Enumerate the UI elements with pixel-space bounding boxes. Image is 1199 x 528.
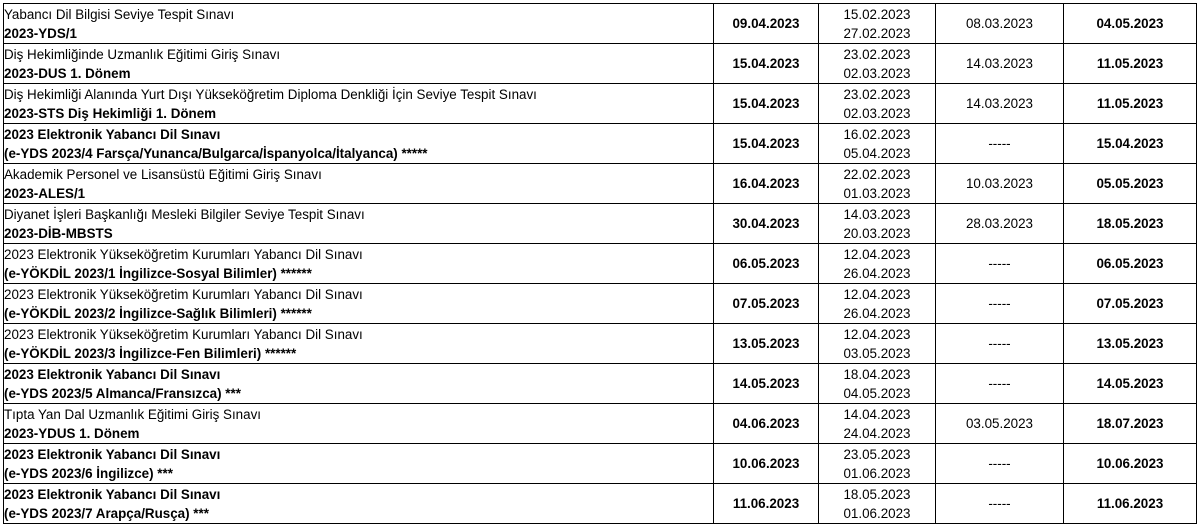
result-date: 05.05.2023	[1064, 164, 1197, 204]
result-date: 11.05.2023	[1064, 44, 1197, 84]
exam-title: Diş Hekimliğinde Uzmanlık Eğitimi Giriş Sınavı	[4, 46, 281, 62]
application-period-cell	[819, 44, 936, 84]
exam-name-cell	[4, 444, 714, 484]
table-row	[4, 84, 1197, 124]
table-row	[4, 4, 1197, 44]
exam-name-cell	[4, 404, 714, 444]
exam-title: Diş Hekimliği Alanında Yurt Dışı Yükseköğretim Diploma Denkliği İçin Seviye Tespit Sınavı	[4, 86, 537, 102]
late-application-date: -----	[936, 364, 1064, 404]
application-period-cell	[819, 444, 936, 484]
application-period-cell	[819, 84, 936, 124]
exam-name-cell	[4, 164, 714, 204]
exam-date: 10.06.2023	[714, 444, 819, 484]
result-date: 14.05.2023	[1064, 364, 1197, 404]
exam-title: 2023 Elektronik Yükseköğretim Kurumları Yabancı Dil Sınavı	[4, 246, 363, 262]
application-end-date: 02.03.2023	[843, 65, 911, 81]
application-end-date: 24.04.2023	[843, 425, 911, 441]
table-row	[4, 124, 1197, 164]
exam-name-cell	[4, 124, 714, 164]
application-end-date: 05.04.2023	[843, 145, 911, 161]
application-start-date: 16.02.2023	[843, 126, 911, 142]
exam-title: Yabancı Dil Bilgisi Seviye Tespit Sınavı	[4, 6, 235, 22]
result-date: 13.05.2023	[1064, 324, 1197, 364]
result-date: 10.06.2023	[1064, 444, 1197, 484]
application-end-date: 02.03.2023	[843, 105, 911, 121]
exam-date: 07.05.2023	[714, 284, 819, 324]
application-period-cell	[819, 364, 936, 404]
exam-code: (e-YÖKDİL 2023/3 İngilizce-Fen Bilimleri) ******	[4, 345, 297, 361]
exam-code: (e-YÖKDİL 2023/2 İngilizce-Sağlık Bilimleri) ******	[4, 305, 312, 321]
exam-title: 2023 Elektronik Yükseköğretim Kurumları Yabancı Dil Sınavı	[4, 326, 363, 342]
application-start-date: 18.05.2023	[843, 486, 911, 502]
exam-title: 2023 Elektronik Yabancı Dil Sınavı	[4, 366, 221, 382]
late-application-date: -----	[936, 444, 1064, 484]
exam-date: 16.04.2023	[714, 164, 819, 204]
exam-code: 2023-STS Diş Hekimliği 1. Dönem	[4, 105, 217, 121]
exam-title: 2023 Elektronik Yükseköğretim Kurumları Yabancı Dil Sınavı	[4, 286, 363, 302]
application-period-cell	[819, 484, 936, 524]
exam-name-cell	[4, 44, 714, 84]
application-end-date: 04.05.2023	[843, 385, 911, 401]
late-application-date: 08.03.2023	[936, 4, 1064, 44]
application-start-date: 14.04.2023	[843, 406, 911, 422]
exam-date: 11.06.2023	[714, 484, 819, 524]
late-application-date: -----	[936, 324, 1064, 364]
exam-date: 04.06.2023	[714, 404, 819, 444]
result-date: 06.05.2023	[1064, 244, 1197, 284]
exam-title: 2023 Elektronik Yabancı Dil Sınavı	[4, 446, 221, 462]
result-date: 15.04.2023	[1064, 124, 1197, 164]
application-period-cell	[819, 124, 936, 164]
table-row	[4, 444, 1197, 484]
exam-code: 2023-DUS 1. Dönem	[4, 65, 131, 81]
exam-code: 2023-ALES/1	[4, 185, 86, 201]
application-end-date: 27.02.2023	[843, 25, 911, 41]
application-start-date: 14.03.2023	[843, 206, 911, 222]
late-application-date: -----	[936, 244, 1064, 284]
application-start-date: 12.04.2023	[843, 326, 911, 342]
application-period-cell	[819, 4, 936, 44]
table-row	[4, 204, 1197, 244]
application-period-cell	[819, 244, 936, 284]
table-row	[4, 364, 1197, 404]
exam-name-cell	[4, 484, 714, 524]
exam-title: Tıpta Yan Dal Uzmanlık Eğitimi Giriş Sınavı	[4, 406, 261, 422]
exam-code: 2023-YDUS 1. Dönem	[4, 425, 140, 441]
late-application-date: -----	[936, 124, 1064, 164]
result-date: 18.07.2023	[1064, 404, 1197, 444]
exam-code: (e-YDS 2023/6 İngilizce) ***	[4, 465, 173, 481]
late-application-date: -----	[936, 284, 1064, 324]
application-end-date: 26.04.2023	[843, 265, 911, 281]
exam-date: 30.04.2023	[714, 204, 819, 244]
application-start-date: 12.04.2023	[843, 286, 911, 302]
late-application-date: 14.03.2023	[936, 84, 1064, 124]
exam-name-cell	[4, 364, 714, 404]
exam-schedule-body	[4, 4, 1197, 524]
exam-name-cell	[4, 204, 714, 244]
application-end-date: 01.06.2023	[843, 505, 911, 521]
exam-name-cell	[4, 324, 714, 364]
application-start-date: 18.04.2023	[843, 366, 911, 382]
late-application-date: 28.03.2023	[936, 204, 1064, 244]
exam-name-cell	[4, 4, 714, 44]
exam-date: 15.04.2023	[714, 44, 819, 84]
exam-name-cell	[4, 84, 714, 124]
exam-date: 09.04.2023	[714, 4, 819, 44]
table-row	[4, 484, 1197, 524]
exam-title: 2023 Elektronik Yabancı Dil Sınavı	[4, 126, 221, 142]
exam-name-cell	[4, 244, 714, 284]
application-period-cell	[819, 284, 936, 324]
exam-code: (e-YDS 2023/5 Almanca/Fransızca) ***	[4, 385, 241, 401]
exam-date: 14.05.2023	[714, 364, 819, 404]
application-period-cell	[819, 404, 936, 444]
late-application-date: -----	[936, 484, 1064, 524]
exam-code: (e-YDS 2023/7 Arapça/Rusça) ***	[4, 505, 209, 521]
late-application-date: 10.03.2023	[936, 164, 1064, 204]
exam-code: 2023-YDS/1	[4, 25, 77, 41]
exam-code: (e-YDS 2023/4 Farsça/Yunanca/Bulgarca/İspanyolca/İtalyanca) *****	[4, 145, 428, 161]
application-period-cell	[819, 324, 936, 364]
exam-code: 2023-DİB-MBSTS	[4, 225, 113, 241]
exam-name-cell	[4, 284, 714, 324]
result-date: 11.06.2023	[1064, 484, 1197, 524]
application-end-date: 20.03.2023	[843, 225, 911, 241]
application-period-cell	[819, 164, 936, 204]
application-start-date: 22.02.2023	[843, 166, 911, 182]
application-end-date: 26.04.2023	[843, 305, 911, 321]
table-row	[4, 284, 1197, 324]
application-end-date: 03.05.2023	[843, 345, 911, 361]
result-date: 18.05.2023	[1064, 204, 1197, 244]
exam-date: 15.04.2023	[714, 124, 819, 164]
application-start-date: 23.02.2023	[843, 86, 911, 102]
exam-title: Diyanet İşleri Başkanlığı Mesleki Bilgiler Seviye Tespit Sınavı	[4, 206, 365, 222]
table-row	[4, 404, 1197, 444]
exam-title: 2023 Elektronik Yabancı Dil Sınavı	[4, 486, 221, 502]
application-end-date: 01.06.2023	[843, 465, 911, 481]
application-end-date: 01.03.2023	[843, 185, 911, 201]
table-row	[4, 244, 1197, 284]
application-start-date: 15.02.2023	[843, 6, 911, 22]
table-row	[4, 324, 1197, 364]
result-date: 11.05.2023	[1064, 84, 1197, 124]
application-start-date: 23.05.2023	[843, 446, 911, 462]
exam-date: 13.05.2023	[714, 324, 819, 364]
application-start-date: 23.02.2023	[843, 46, 911, 62]
exam-title: Akademik Personel ve Lisansüstü Eğitimi Giriş Sınavı	[4, 166, 322, 182]
exam-date: 15.04.2023	[714, 84, 819, 124]
result-date: 04.05.2023	[1064, 4, 1197, 44]
application-period-cell	[819, 204, 936, 244]
result-date: 07.05.2023	[1064, 284, 1197, 324]
application-start-date: 12.04.2023	[843, 246, 911, 262]
table-row	[4, 164, 1197, 204]
exam-schedule-table	[3, 3, 1197, 524]
exam-date: 06.05.2023	[714, 244, 819, 284]
late-application-date: 03.05.2023	[936, 404, 1064, 444]
late-application-date: 14.03.2023	[936, 44, 1064, 84]
exam-code: (e-YÖKDİL 2023/1 İngilizce-Sosyal Bilimler) ******	[4, 265, 312, 281]
table-row	[4, 44, 1197, 84]
